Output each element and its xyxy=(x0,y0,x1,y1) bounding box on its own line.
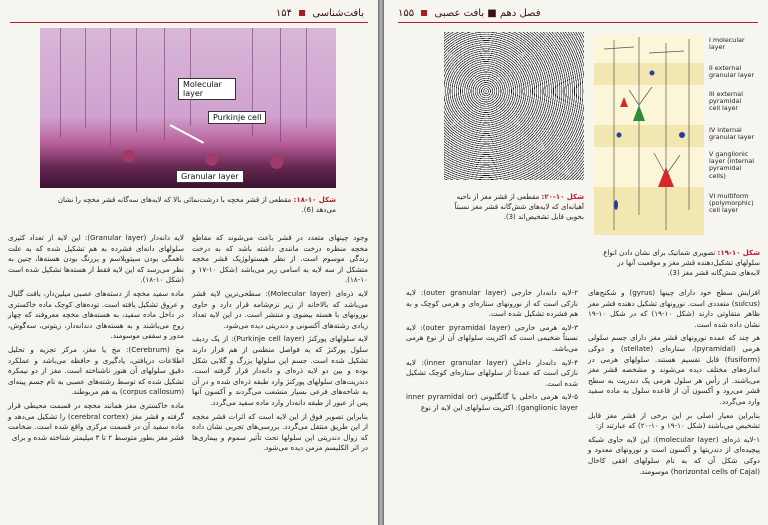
cerebral-cortex-micrograph xyxy=(444,32,584,180)
figure-number: شکل ۱۰-۱۸: xyxy=(293,196,336,204)
page-title: فصل دهم ■ بافت عصبی xyxy=(434,8,541,19)
paragraph: ۳-لایه هرمی خارجی (outer pyramidal layer): لایه نسبتاً ضخیمی است که اکثریت سلولهای آن از نوع هرمی می‌باشد. xyxy=(406,322,579,353)
figure-caption-text: مقطعی از قشر مغز از ناحیه آهیانه‌ای که لایه‌های شش‌گانه قشر مغز نسبتاً بخوبی قابل تشخیص‌اند (3). xyxy=(454,193,584,221)
layer-label-4: IV internal granular layer xyxy=(709,126,755,142)
text-column-right xyxy=(588,288,760,480)
purkinje-cell-label: Purkinje cell xyxy=(208,111,266,124)
layer-label-2: II external granular layer xyxy=(709,64,755,80)
right-page xyxy=(384,0,768,525)
text-column-right xyxy=(192,233,368,457)
page-number: ۱۵۵ xyxy=(398,8,415,19)
pyramidal-cell-green xyxy=(633,105,645,121)
paragraph: افزایش سطح خود دارای چینها (gyrus) و شکنج‌های (sulcus) متعددی است. نورونهای تشکیل دهنده قشر مغز ظاهر متفاوتی دارند (شکل ۱۰-۱۹) که در شکل ۱۰-۱۹ نشان داده شده است. xyxy=(588,288,760,329)
figure-caption-text: تصویری شماتیک برای نشان دادن انواع سلولهای تشکیل‌دهنده قشر مغز و موقعیت آنها در لایه‌های شش‌گانه قشر مغز (3). xyxy=(603,249,760,277)
page-title: بافت‌شناسی xyxy=(312,8,364,19)
neuron-drawings xyxy=(594,35,704,235)
paragraph: ماده سفید مخچه از دسته‌های عصبی میلین‌دار، بافت گلیال و عروق تشکیل یافته است. توده‌های کوچک ماده خاکستری در داخل ماده سفید، به هسته‌های مخچه معروفند که چهار زوج می‌باشند و به هسته‌های دندانه‌دار، زیتونی، سه‌گوش، مدور و سقفی موسومند. xyxy=(8,288,184,341)
layer-label-5: V ganglionic layer (internal pyramidal cells) xyxy=(709,150,755,180)
purkinje-pointer-arrow xyxy=(170,124,204,144)
paragraph: لایه دانه‌دار (Granular layer): این لایه از تعداد کثیری سلولهای دانه‌ای فشرده به هم تشکیل شده که به علت ناهمگی بودن سیتوپلاسم و پررنگ بودن هسته‌ها، چنین به نظر می‌رسد که این لایه فقط از هسته‌ها تشکیل شده است (شکل ۱۰-۱۸). xyxy=(8,233,185,285)
left-page-header xyxy=(276,8,364,22)
figure-number: شکل ۱۰-۱۹: xyxy=(717,249,760,257)
paragraph: بنابراین تصویر فوق از این لایه است که اثرات قشر مخچه از این طریق منتقل می‌گردد. بررسی‌های تجربی نشان داده که زوال دندریتی این سلولها تحت تأثیر سموم و بیماری‌ها در اثر الکلیسم مزمن دیده می‌شود. xyxy=(192,411,368,453)
text-column-left xyxy=(8,233,184,446)
left-page xyxy=(0,0,378,525)
figure-number: شکل ۱۰-۲۰: xyxy=(541,193,584,201)
paragraph: ماده خاکستری مغز همانند مخچه در قسمت محیطی قرار گرفته و قشر مغز (cerebral cortex) را تشکیل می‌دهد و ماده سفید آن در قسمت مرکزی واقع شده است. ضخامت قشر مغز بطور متوسط ۲ تا ۳ میلیمتر شناخته شده و برای xyxy=(8,400,185,442)
paragraph: ۲-لایه دانه‌دار خارجی (outer granular layer): لایه نازکی است که از نورونهای ستاره‌ای و هرمی کوچک و به هم فشرده تشکیل شده است. xyxy=(406,288,579,319)
right-page-header xyxy=(398,8,541,22)
layer-label-3: III external pyramidal cell layer xyxy=(709,90,743,113)
cerebellum-micrograph xyxy=(40,28,336,188)
paragraph: بنابراین معیار اصلی بر این برخی از قشر مغز قابل تشخیص می‌باشند (شکل ۱۰-۱۹ و ۱۰-۲۰) که عبارتند از: xyxy=(588,410,760,431)
diagram-caption xyxy=(596,248,760,278)
layer-label-1: I molecular layer xyxy=(709,36,745,52)
header-rule xyxy=(398,22,758,23)
header-rule xyxy=(10,22,368,23)
granular-layer-label: Granular layer xyxy=(176,170,244,183)
paragraph: ۴-لایه دانه‌دار داخلی (inner granular layer): لایه نازکی است که عمدتاً از سلولهای ستاره‌ای کوچک تشکیل شده است. xyxy=(406,357,578,388)
paragraph: ۱-لایه ذره‌ای (molecular layer): این لایه حاوی شبکه پیچیده‌ای از دندریتها و آکسون است و نورونهای معدود و دوکی شکل آن که به نام سلولهای افقی کاخال (horizontal cells of Cajal) موسومند. xyxy=(588,434,761,476)
header-square-icon xyxy=(421,10,427,16)
paragraph: لایه سلولهای پورکنژ (Purkinje cell layer): از یک ردیف سلول پورکنژ که به فواصل منظمی از هم قرار دارند تشکیل شده است. جسم این سلولها بزرگ و گلابی شکل بوده و بین دو لایه ذره‌ای و دانه‌دار قرار گرفته است. دندریت‌های سلولهای پورکنژ وارد طبقه ذره‌ای شده و در آن به شاخه‌های فرعی بسیار منشعب می‌گردند و آکسون آنها پس از عبور از طبقه دانه‌دار وارد ماده سفید می‌گردد. xyxy=(192,334,369,407)
micrograph-caption xyxy=(444,192,584,222)
header-square-icon xyxy=(299,10,305,16)
paragraph: لایه ذره‌ای (Molecular layer): سطحی‌ترین لایه قشر می‌باشد که بالاخانه از زیر نرم‌شامه قرار دارد و حاوی نورونهای با هسته بیضوی و منتشر است. در این لایه تعداد زیادی رشته‌های آکسونی و دندریتی دیده می‌شود. xyxy=(192,288,369,330)
page-number: ۱۵۴ xyxy=(275,8,293,19)
pyramidal-cell-red xyxy=(658,167,674,187)
paragraph: هر چند که عمده نورونهای قشر مغز دارای جسم سلولی هرمی (pyramidal)، ستاره‌ای (stellate) و دوکی (fusiform) قابل تقسیم هستند. سلولهای هرمی در اندازه‌های مختلف دیده می‌شوند و مشخصه قشر مغز می‌باشند. از رأس هر سلول هرمی یک دندریت به سطح قشر می‌رود و آکسون آن از قاعده سلول به ماده سفید وارد می‌گردد. xyxy=(588,333,760,406)
text-column-left xyxy=(406,288,578,417)
paragraph: وجود چینهای متعدد در قشر باعث می‌شوند که مقاطع مخچه منظره درخت مانندی داشته باشد که به درخت زندگی موسوم است. از نظر هیستولوژیک قشر مخچه متشکل از سه لایه به اسامی زیر می‌باشد (شکل ۱۰-۱۷ و ۱۰-۱۸). xyxy=(192,233,368,285)
molecular-layer-label: Molecular layer xyxy=(178,78,236,100)
layer-label-6: VI multiform (polymorphic) cell layer xyxy=(709,192,754,215)
paragraph: مخ (Cerebrum): مخ یا مغز، مرکز تجزیه و تحلیل اطلاعات دریافتی، یادگیری و حافظه می‌باشد و عملکرد دقیق سلولهای آن هنوز ناشناخته است. مغز از دو نیمکره تشکیل شده که توسط رشته‌های عصبی به نام جسم پینه‌ای (corpus callosum) به هم مربوطند. xyxy=(8,344,184,397)
figure-caption xyxy=(40,195,336,215)
cortex-layers-diagram xyxy=(594,35,764,245)
paragraph: ۵-لایه هرمی داخلی یا گانگلیونی (inner pyramidal or ganglionic layer): اکثریت سلولهای این لایه از نوع xyxy=(406,392,578,412)
figure-caption-text: مقطعی از قشر مخچه با درشت‌نمائی بالا که لایه‌های سه‌گانه قشر مخچه را نشان می‌دهد (6). xyxy=(57,196,336,214)
